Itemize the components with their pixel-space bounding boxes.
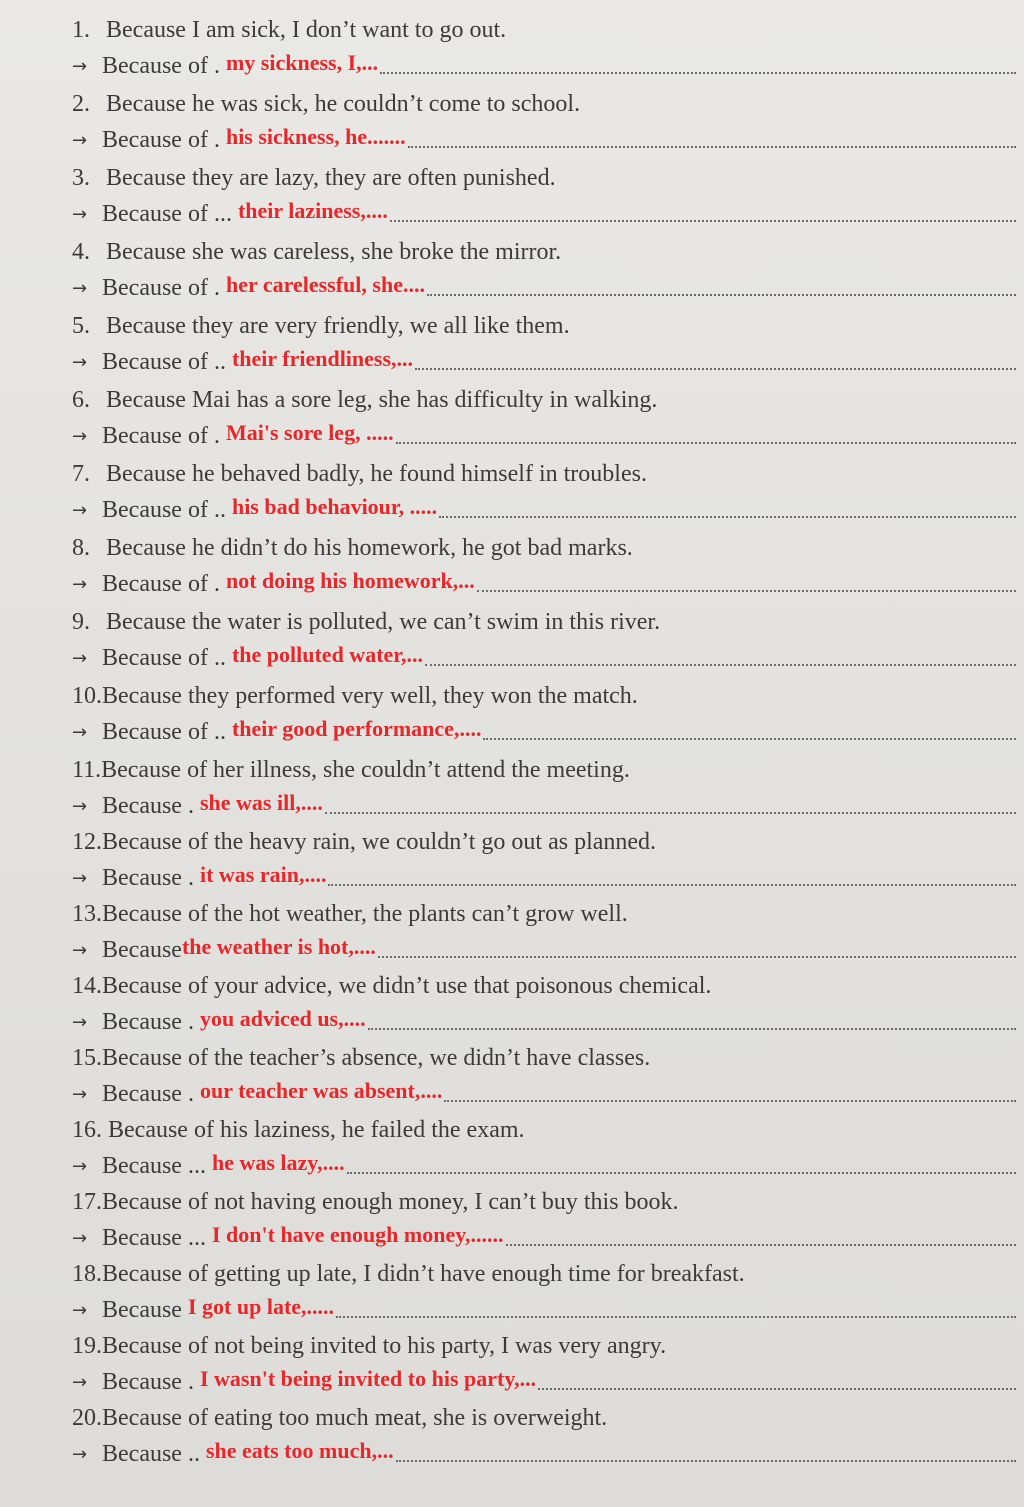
arrow-right-icon: → (72, 1084, 88, 1105)
handwritten-answer: their good performance,.... (231, 716, 482, 741)
answer-prefix: Because of . (102, 53, 220, 79)
question-number: 4. (72, 239, 90, 265)
answer-line (72, 1074, 1016, 1108)
question-text: Because she was careless, she broke the mirror. (106, 239, 562, 265)
question-text: Because they are lazy, they are often punished. (106, 165, 556, 191)
question-text: Because of the heavy rain, we couldn’t go out as planned. (102, 829, 657, 855)
handwritten-answer: our teacher was absent,.... (199, 1078, 443, 1103)
answer-line (72, 1290, 1016, 1324)
answer-line (72, 342, 1016, 376)
question-text: Because I am sick, I don’t want to go out. (106, 17, 507, 43)
arrow-right-icon: → (72, 1372, 88, 1393)
question-line (72, 1110, 1016, 1144)
handwritten-answer: his bad behaviour, ..... (231, 494, 438, 519)
answer-prefix: Because .. (102, 1441, 200, 1467)
dotted-answer-line (328, 884, 1016, 886)
dotted-answer-line (380, 72, 1016, 74)
question-number: 19. (72, 1333, 102, 1359)
question-number: 11. (72, 757, 102, 783)
question-text: Because of getting up late, I didn’t have enough time for breakfast. (102, 1261, 745, 1287)
arrow-right-icon: → (72, 130, 88, 151)
handwritten-answer: Mai's sore leg, ..... (225, 420, 394, 445)
answer-line (72, 638, 1016, 672)
question-number: 18. (72, 1261, 102, 1287)
question-text: Because he behaved badly, he found himself in troubles. (106, 461, 647, 487)
dotted-answer-line (396, 442, 1016, 444)
arrow-right-icon: → (72, 722, 88, 743)
handwritten-answer: you adviced us,.... (199, 1006, 366, 1031)
question-line (72, 158, 1016, 192)
handwritten-answer: it was rain,.... (199, 862, 327, 887)
answer-prefix: Because of .. (102, 645, 226, 671)
question-text: Because they are very friendly, we all like them. (106, 313, 570, 339)
question-line (72, 454, 1016, 488)
answer-prefix: Because of . (102, 127, 220, 153)
dotted-answer-line (347, 1172, 1016, 1174)
question-text: Because Mai has a sore leg, she has difficulty in walking. (106, 387, 658, 413)
question-text: Because of the teacher’s absence, we didn’t have classes. (102, 1045, 651, 1071)
arrow-right-icon: → (72, 426, 88, 447)
question-text: Because he didn’t do his homework, he got bad marks. (106, 535, 633, 561)
dotted-answer-line (444, 1100, 1016, 1102)
question-line (72, 1398, 1016, 1432)
handwritten-answer: he was lazy,.... (211, 1150, 345, 1175)
dotted-answer-line (538, 1388, 1016, 1390)
handwritten-answer: my sickness, I,... (225, 50, 379, 75)
answer-line (72, 46, 1016, 80)
question-line (72, 1326, 1016, 1360)
question-number: 15. (72, 1045, 102, 1071)
dotted-answer-line (425, 664, 1016, 666)
answer-prefix: Because of ... (102, 201, 232, 227)
question-number: 20. (72, 1405, 102, 1431)
answer-prefix: Because . (102, 793, 194, 819)
handwritten-answer: their laziness,.... (237, 198, 388, 223)
question-line (72, 676, 1016, 710)
arrow-right-icon: → (72, 1012, 88, 1033)
handwritten-answer: his sickness, he....... (225, 124, 406, 149)
answer-line (72, 1146, 1016, 1180)
answer-line (72, 786, 1016, 820)
question-number: 3. (72, 165, 90, 191)
question-line (72, 1254, 1016, 1288)
handwritten-answer: the polluted water,... (231, 642, 424, 667)
question-number: 17. (72, 1189, 102, 1215)
arrow-right-icon: → (72, 352, 88, 373)
arrow-right-icon: → (72, 1156, 88, 1177)
handwritten-answer: I don't have enough money,...... (211, 1222, 504, 1247)
question-number: 12. (72, 829, 102, 855)
arrow-right-icon: → (72, 1300, 88, 1321)
question-number: 5. (72, 313, 90, 339)
question-text: Because they performed very well, they won the match. (102, 683, 638, 709)
answer-line (72, 120, 1016, 154)
question-line (72, 528, 1016, 562)
handwritten-answer: not doing his homework,... (225, 568, 475, 593)
dotted-answer-line (368, 1028, 1016, 1030)
arrow-right-icon: → (72, 500, 88, 521)
answer-prefix: Because . (102, 1009, 194, 1035)
answer-line (72, 1362, 1016, 1396)
answer-prefix: Because . (102, 1081, 194, 1107)
question-text: Because the water is polluted, we can’t swim in this river. (106, 609, 661, 635)
answer-line (72, 416, 1016, 450)
dotted-answer-line (325, 812, 1016, 814)
answer-prefix: Because . (102, 865, 194, 891)
answer-line (72, 490, 1016, 524)
question-number: 16. (72, 1117, 102, 1143)
question-line (72, 1182, 1016, 1216)
arrow-right-icon: → (72, 574, 88, 595)
dotted-answer-line (336, 1316, 1016, 1318)
arrow-right-icon: → (72, 56, 88, 77)
dotted-answer-line (408, 146, 1016, 148)
question-line (72, 306, 1016, 340)
answer-prefix: Because of . (102, 275, 220, 301)
question-number: 13. (72, 901, 102, 927)
answer-prefix: Because of .. (102, 497, 226, 523)
question-number: 6. (72, 387, 90, 413)
question-text: Because of not being invited to his party, I was very angry. (102, 1333, 667, 1359)
question-line (72, 1038, 1016, 1072)
arrow-right-icon: → (72, 648, 88, 669)
arrow-right-icon: → (72, 868, 88, 889)
dotted-answer-line (439, 516, 1016, 518)
answer-prefix: Because (102, 1297, 182, 1323)
answer-line (72, 194, 1016, 228)
question-line (72, 822, 1016, 856)
question-text: Because of eating too much meat, she is overweight. (102, 1405, 608, 1431)
arrow-right-icon: → (72, 278, 88, 299)
handwritten-answer: she was ill,.... (199, 790, 323, 815)
answer-prefix: Because . (102, 1369, 194, 1395)
question-text: Because of her illness, she couldn’t attend the meeting. (101, 757, 630, 783)
answer-prefix: Because of . (102, 423, 220, 449)
handwritten-answer: I got up late,..... (187, 1294, 335, 1319)
arrow-right-icon: → (72, 1444, 88, 1465)
question-number: 8. (72, 535, 90, 561)
question-number: 9. (72, 609, 90, 635)
answer-line (72, 1002, 1016, 1036)
question-text: Because he was sick, he couldn’t come to school. (106, 91, 581, 117)
answer-line (72, 858, 1016, 892)
answer-prefix: Because ... (102, 1153, 206, 1179)
answer-prefix: Because (102, 937, 182, 963)
handwritten-answer: she eats too much,... (205, 1438, 394, 1463)
question-number: 7. (72, 461, 90, 487)
question-number: 10. (72, 683, 102, 709)
question-line (72, 602, 1016, 636)
question-line (72, 894, 1016, 928)
question-text: Because of your advice, we didn’t use that poisonous chemical. (102, 973, 712, 999)
question-line (72, 10, 1016, 44)
answer-prefix: Because of . (102, 571, 220, 597)
question-line (72, 380, 1016, 414)
answer-prefix: Because ... (102, 1225, 206, 1251)
answer-prefix: Because of .. (102, 719, 226, 745)
question-text: Because of not having enough money, I can’t buy this book. (102, 1189, 679, 1215)
question-text: Because of his laziness, he failed the exam. (108, 1117, 525, 1143)
answer-line (72, 564, 1016, 598)
dotted-answer-line (415, 368, 1016, 370)
dotted-answer-line (390, 220, 1016, 222)
answer-prefix: Because of .. (102, 349, 226, 375)
answer-line (72, 1218, 1016, 1252)
handwritten-answer: their friendliness,... (231, 346, 414, 371)
handwritten-answer: the weather is hot,.... (181, 934, 376, 959)
dotted-answer-line (427, 294, 1016, 296)
arrow-right-icon: → (72, 940, 88, 961)
dotted-answer-line (396, 1460, 1016, 1462)
handwritten-answer: I wasn't being invited to his party,... (199, 1366, 537, 1391)
handwritten-answer: her carelessful, she.... (225, 272, 425, 297)
question-text: Because of the hot weather, the plants can’t grow well. (102, 901, 628, 927)
arrow-right-icon: → (72, 204, 88, 225)
arrow-right-icon: → (72, 796, 88, 817)
question-line (72, 84, 1016, 118)
answer-line (72, 712, 1016, 746)
question-number: 1. (72, 17, 90, 43)
dotted-answer-line (477, 590, 1016, 592)
dotted-answer-line (506, 1244, 1016, 1246)
question-line (72, 750, 1016, 784)
question-number: 2. (72, 91, 90, 117)
dotted-answer-line (483, 738, 1016, 740)
dotted-answer-line (378, 956, 1016, 958)
answer-line (72, 1434, 1016, 1468)
answer-line (72, 268, 1016, 302)
question-line (72, 232, 1016, 266)
arrow-right-icon: → (72, 1228, 88, 1249)
question-line (72, 966, 1016, 1000)
answer-line (72, 930, 1016, 964)
question-number: 14. (72, 973, 102, 999)
